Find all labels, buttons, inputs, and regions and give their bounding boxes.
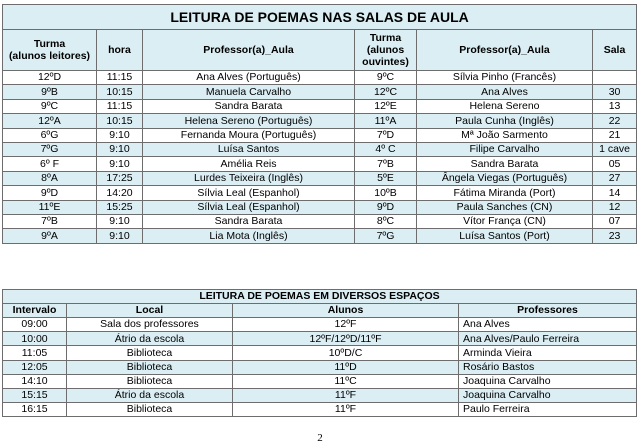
table-cell: Fátima Miranda (Port): [417, 186, 593, 200]
table-row: [3, 388, 637, 402]
table-row: [3, 114, 637, 128]
table-cell: 12: [593, 200, 637, 214]
table-cell: 7ºB: [3, 214, 97, 228]
table-row: [3, 142, 637, 156]
table-row: [3, 186, 637, 200]
table-cell: 6ºG: [3, 128, 97, 142]
table-cell: Luísa Santos: [143, 142, 355, 156]
table-cell: 5ºE: [355, 171, 417, 185]
table-cell: 10:00: [3, 332, 67, 346]
table-cell: 09:00: [3, 318, 67, 332]
table-cell: Joaquina Carvalho: [459, 388, 637, 402]
table-cell: 12ºE: [355, 99, 417, 113]
table-cell: 15:25: [97, 200, 143, 214]
table-cell: 9:10: [97, 214, 143, 228]
table-cell: Átrio da escola: [67, 332, 233, 346]
table-cell: Ana Alves: [417, 85, 593, 99]
table-cell: Biblioteca: [67, 360, 233, 374]
table-cell: 8ºA: [3, 171, 97, 185]
table-cell: 10ºB: [355, 186, 417, 200]
table-cell: 12ºC: [355, 85, 417, 99]
table-cell: 14:10: [3, 374, 67, 388]
column-header: Sala: [593, 30, 637, 71]
table-cell: Fernanda Moura (Português): [143, 128, 355, 142]
table-row: [3, 85, 637, 99]
poems-in-classrooms-table: [2, 4, 637, 244]
table-cell: 11ºA: [355, 114, 417, 128]
table-row: [3, 318, 637, 332]
table-row: [3, 360, 637, 374]
table-cell: Biblioteca: [67, 374, 233, 388]
table-cell: 8ºC: [355, 214, 417, 228]
table-cell: 15:15: [3, 388, 67, 402]
table-row: [3, 214, 637, 228]
table-row: [3, 332, 637, 346]
column-header: Professor(a)_Aula: [417, 30, 593, 71]
poems-in-spaces-table: [2, 289, 637, 417]
table-cell: 11ºF: [233, 388, 459, 402]
table-title: LEITURA DE POEMAS NAS SALAS DE AULA: [3, 5, 637, 30]
table-cell: Ângela Viegas (Português): [417, 171, 593, 185]
table-cell: 11:05: [3, 346, 67, 360]
table-cell: 12ºF/12ºD/11ºF: [233, 332, 459, 346]
column-header: Local: [67, 304, 233, 318]
table-cell: 9ºC: [3, 99, 97, 113]
table-cell: 30: [593, 85, 637, 99]
table-cell: 9ºD: [355, 200, 417, 214]
table-row: [3, 128, 637, 142]
table-cell: Manuela Carvalho: [143, 85, 355, 99]
table-cell: Sandra Barata: [143, 99, 355, 113]
table-row: [3, 403, 637, 417]
column-header: Turma (alunos ouvintes): [355, 30, 417, 71]
table-cell: 13: [593, 99, 637, 113]
table-cell: 14:20: [97, 186, 143, 200]
table-cell: 10:15: [97, 114, 143, 128]
table-cell: Joaquina Carvalho: [459, 374, 637, 388]
table-row: [3, 200, 637, 214]
column-header: Turma (alunos leitores): [3, 30, 97, 71]
table-cell: Sala dos professores: [67, 318, 233, 332]
table-cell: Paula Sanches (CN): [417, 200, 593, 214]
table-cell: Ana Alves: [459, 318, 637, 332]
table-cell: Lia Mota (Inglês): [143, 229, 355, 243]
table-cell: 7ºB: [355, 157, 417, 171]
table-cell: 23: [593, 229, 637, 243]
table-cell: 7ºG: [3, 142, 97, 156]
table-cell: Lurdes Teixeira (Inglês): [143, 171, 355, 185]
table-row: [3, 71, 637, 85]
table-cell: Ana Alves/Paulo Ferreira: [459, 332, 637, 346]
table-cell: Rosário Bastos: [459, 360, 637, 374]
table-cell: Helena Sereno (Português): [143, 114, 355, 128]
table-cell: 4º C: [355, 142, 417, 156]
table-cell: 9:10: [97, 142, 143, 156]
table-cell: Sandra Barata: [417, 157, 593, 171]
table-row: [3, 229, 637, 243]
column-header: Professor(a)_Aula: [143, 30, 355, 71]
table-cell: 11ºF: [233, 403, 459, 417]
column-header: hora: [97, 30, 143, 71]
table-cell: 9:10: [97, 229, 143, 243]
table-cell: 07: [593, 214, 637, 228]
table-cell: Sílvia Leal (Espanhol): [143, 200, 355, 214]
column-header: Alunos: [233, 304, 459, 318]
table-cell: 22: [593, 114, 637, 128]
table-cell: 9:10: [97, 128, 143, 142]
table-cell: Mª João Sarmento: [417, 128, 593, 142]
table-cell: 21: [593, 128, 637, 142]
table-cell: 27: [593, 171, 637, 185]
table-cell: 16:15: [3, 403, 67, 417]
table-cell: 9ºC: [355, 71, 417, 85]
table-cell: 12ºA: [3, 114, 97, 128]
table-row: [3, 346, 637, 360]
table-cell: Amélia Reis: [143, 157, 355, 171]
table-cell: 10:15: [97, 85, 143, 99]
table-cell: 11:15: [97, 99, 143, 113]
table-cell: 14: [593, 186, 637, 200]
table-cell: 9ºD: [3, 186, 97, 200]
table-cell: Biblioteca: [67, 346, 233, 360]
table-cell: Paula Cunha (Inglês): [417, 114, 593, 128]
table-cell: 6º F: [3, 157, 97, 171]
table-cell: Sílvia Leal (Espanhol): [143, 186, 355, 200]
table-cell: 05: [593, 157, 637, 171]
table-cell: 7ºG: [355, 229, 417, 243]
table-cell: 11ºC: [233, 374, 459, 388]
column-header: Intervalo: [3, 304, 67, 318]
table-cell: 9ºB: [3, 85, 97, 99]
table-cell: Filipe Carvalho: [417, 142, 593, 156]
table-cell: 9ºA: [3, 229, 97, 243]
table-cell: 9:10: [97, 157, 143, 171]
table-row: [3, 171, 637, 185]
table-title: LEITURA DE POEMAS EM DIVERSOS ESPAÇOS: [3, 290, 637, 304]
table-cell: [593, 71, 637, 85]
table-row: [3, 374, 637, 388]
table-cell: Arminda Vieira: [459, 346, 637, 360]
table-row: [3, 157, 637, 171]
table-cell: 10ºD/C: [233, 346, 459, 360]
table-cell: 11:15: [97, 71, 143, 85]
table-cell: Ana Alves (Português): [143, 71, 355, 85]
table-cell: Biblioteca: [67, 403, 233, 417]
table-cell: 11ºE: [3, 200, 97, 214]
table-cell: Sandra Barata: [143, 214, 355, 228]
table-row: [3, 99, 637, 113]
table-cell: 12ºD: [3, 71, 97, 85]
table-cell: Átrio da escola: [67, 388, 233, 402]
table-cell: Helena Sereno: [417, 99, 593, 113]
page-number: 2: [317, 432, 323, 444]
table-cell: Luísa Santos (Port): [417, 229, 593, 243]
table-cell: 7ºD: [355, 128, 417, 142]
table-cell: 12:05: [3, 360, 67, 374]
table-cell: 17:25: [97, 171, 143, 185]
column-header: Professores: [459, 304, 637, 318]
table-cell: Sílvia Pinho (Francês): [417, 71, 593, 85]
table-cell: Paulo Ferreira: [459, 403, 637, 417]
table-cell: 12ºF: [233, 318, 459, 332]
table-cell: Vítor França (CN): [417, 214, 593, 228]
table-cell: 1 cave: [593, 142, 637, 156]
table-cell: 11ºD: [233, 360, 459, 374]
